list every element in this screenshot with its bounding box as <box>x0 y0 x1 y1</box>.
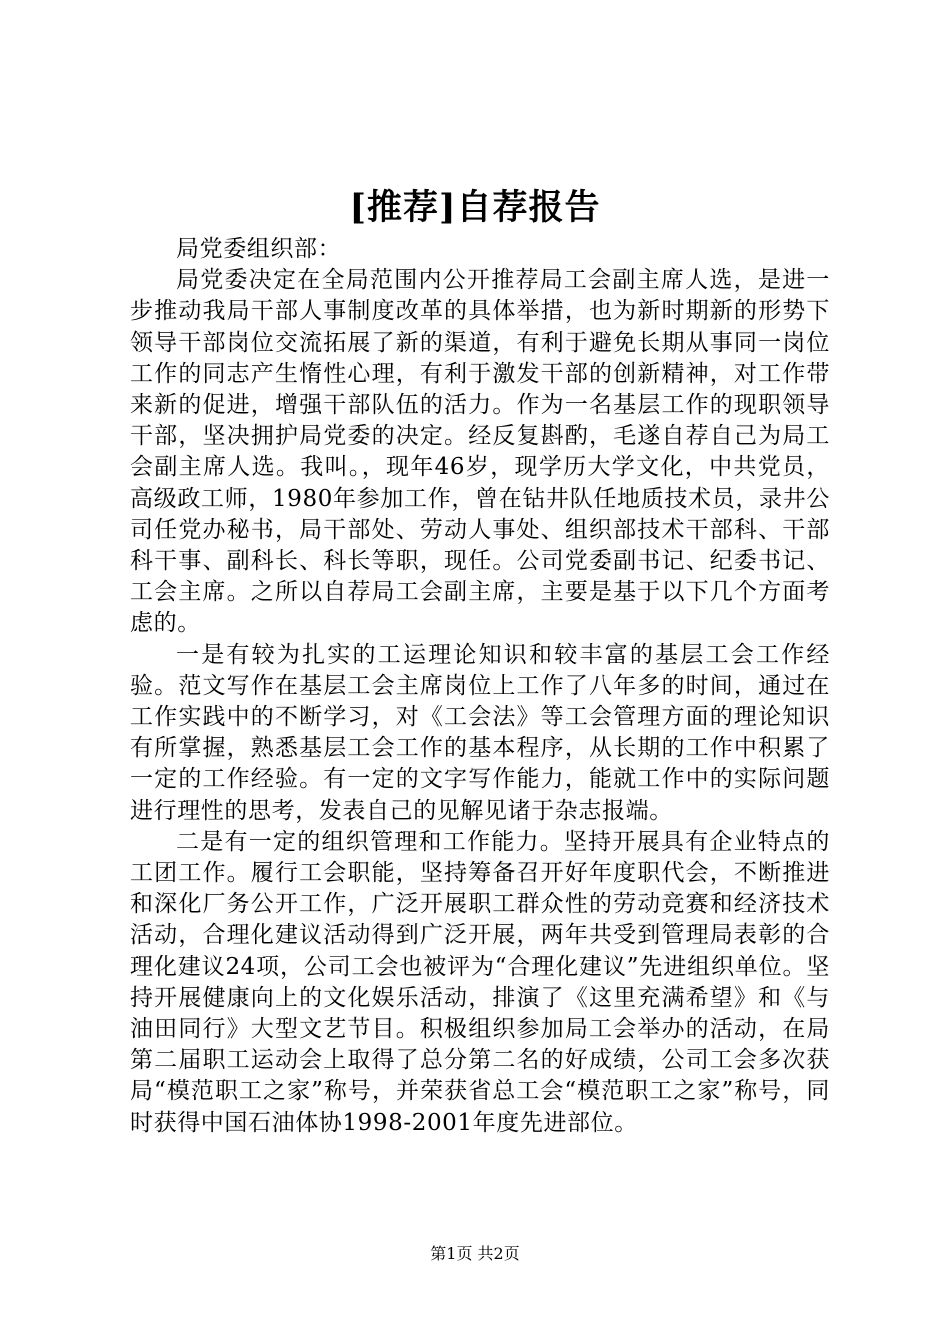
paragraph-intro: 局党委决定在全局范围内公开推荐局工会副主席人选，是进一步推动我局干部人事制度改革的具体举措，也为新时期新的形势下领导干部岗位交流拓展了新的渠道，有利于避免长期从事同一岗位工作的同志产生惰性心理，有利于激发干部的创新精神，对工作带来新的促进，增强干部队伍的活力。作为一名基层工作的现职领导干部，坚决拥护局党委的决定。经反复斟酌，毛遂自荐自己为局工会副主席人选。我叫。，现年46岁，现学历大学文化，中共党员，高级政工师，1980年参加工作，曾在钻井队任地质技术员，录井公司任党办秘书，局干部处、劳动人事处、组织部技术干部科、干部科干事、副科长、科长等职，现任。公司党委副书记、纪委书记、工会主席。之所以自荐局工会副主席，主要是基于以下几个方面考虑的。 <box>130 267 830 637</box>
page-number: 第1页 共2页 <box>430 1244 520 1263</box>
salutation: 局党委组织部： <box>176 236 342 262</box>
paragraph-experience: 一是有较为扎实的工运理论知识和较丰富的基层工会工作经验。范文写作在基层工会主席岗位上工作了八年多的时间，通过在工作实践中的不断学习，对《工会法》等工会管理方面的理论知识有所掌握，熟悉基层工会工作的基本程序，从长期的工作中积累了一定的工作经验。有一定的文字写作能力，能就工作中的实际问题进行理性的思考，发表自己的见解见诸于杂志报端。 <box>130 641 830 824</box>
document-body <box>130 234 830 1139</box>
paragraph-ability: 二是有一定的组织管理和工作能力。坚持开展具有企业特点的工团工作。履行工会职能，坚持筹备召开好年度职代会，不断推进和深化厂务公开工作，广泛开展职工群众性的劳动竞赛和经济技术活动，合理化建议活动得到广泛开展，两年共受到管理局表彰的合理化建议24项，公司工会也被评为“合理化建议”先进组织单位。坚持开展健康向上的文化娱乐活动，排演了《这里充满希望》和《与油田同行》大型文艺节目。积极组织参加局工会举办的活动，在局第二届职工运动会上取得了总分第二名的好成绩，公司工会多次获局“模范职工之家”称号，并荣获省总工会“模范职工之家”称号，同时获得中国石油体协1998-2001年度先进部位。 <box>130 828 830 1136</box>
page-title: [推荐]自荐报告 <box>349 187 601 228</box>
